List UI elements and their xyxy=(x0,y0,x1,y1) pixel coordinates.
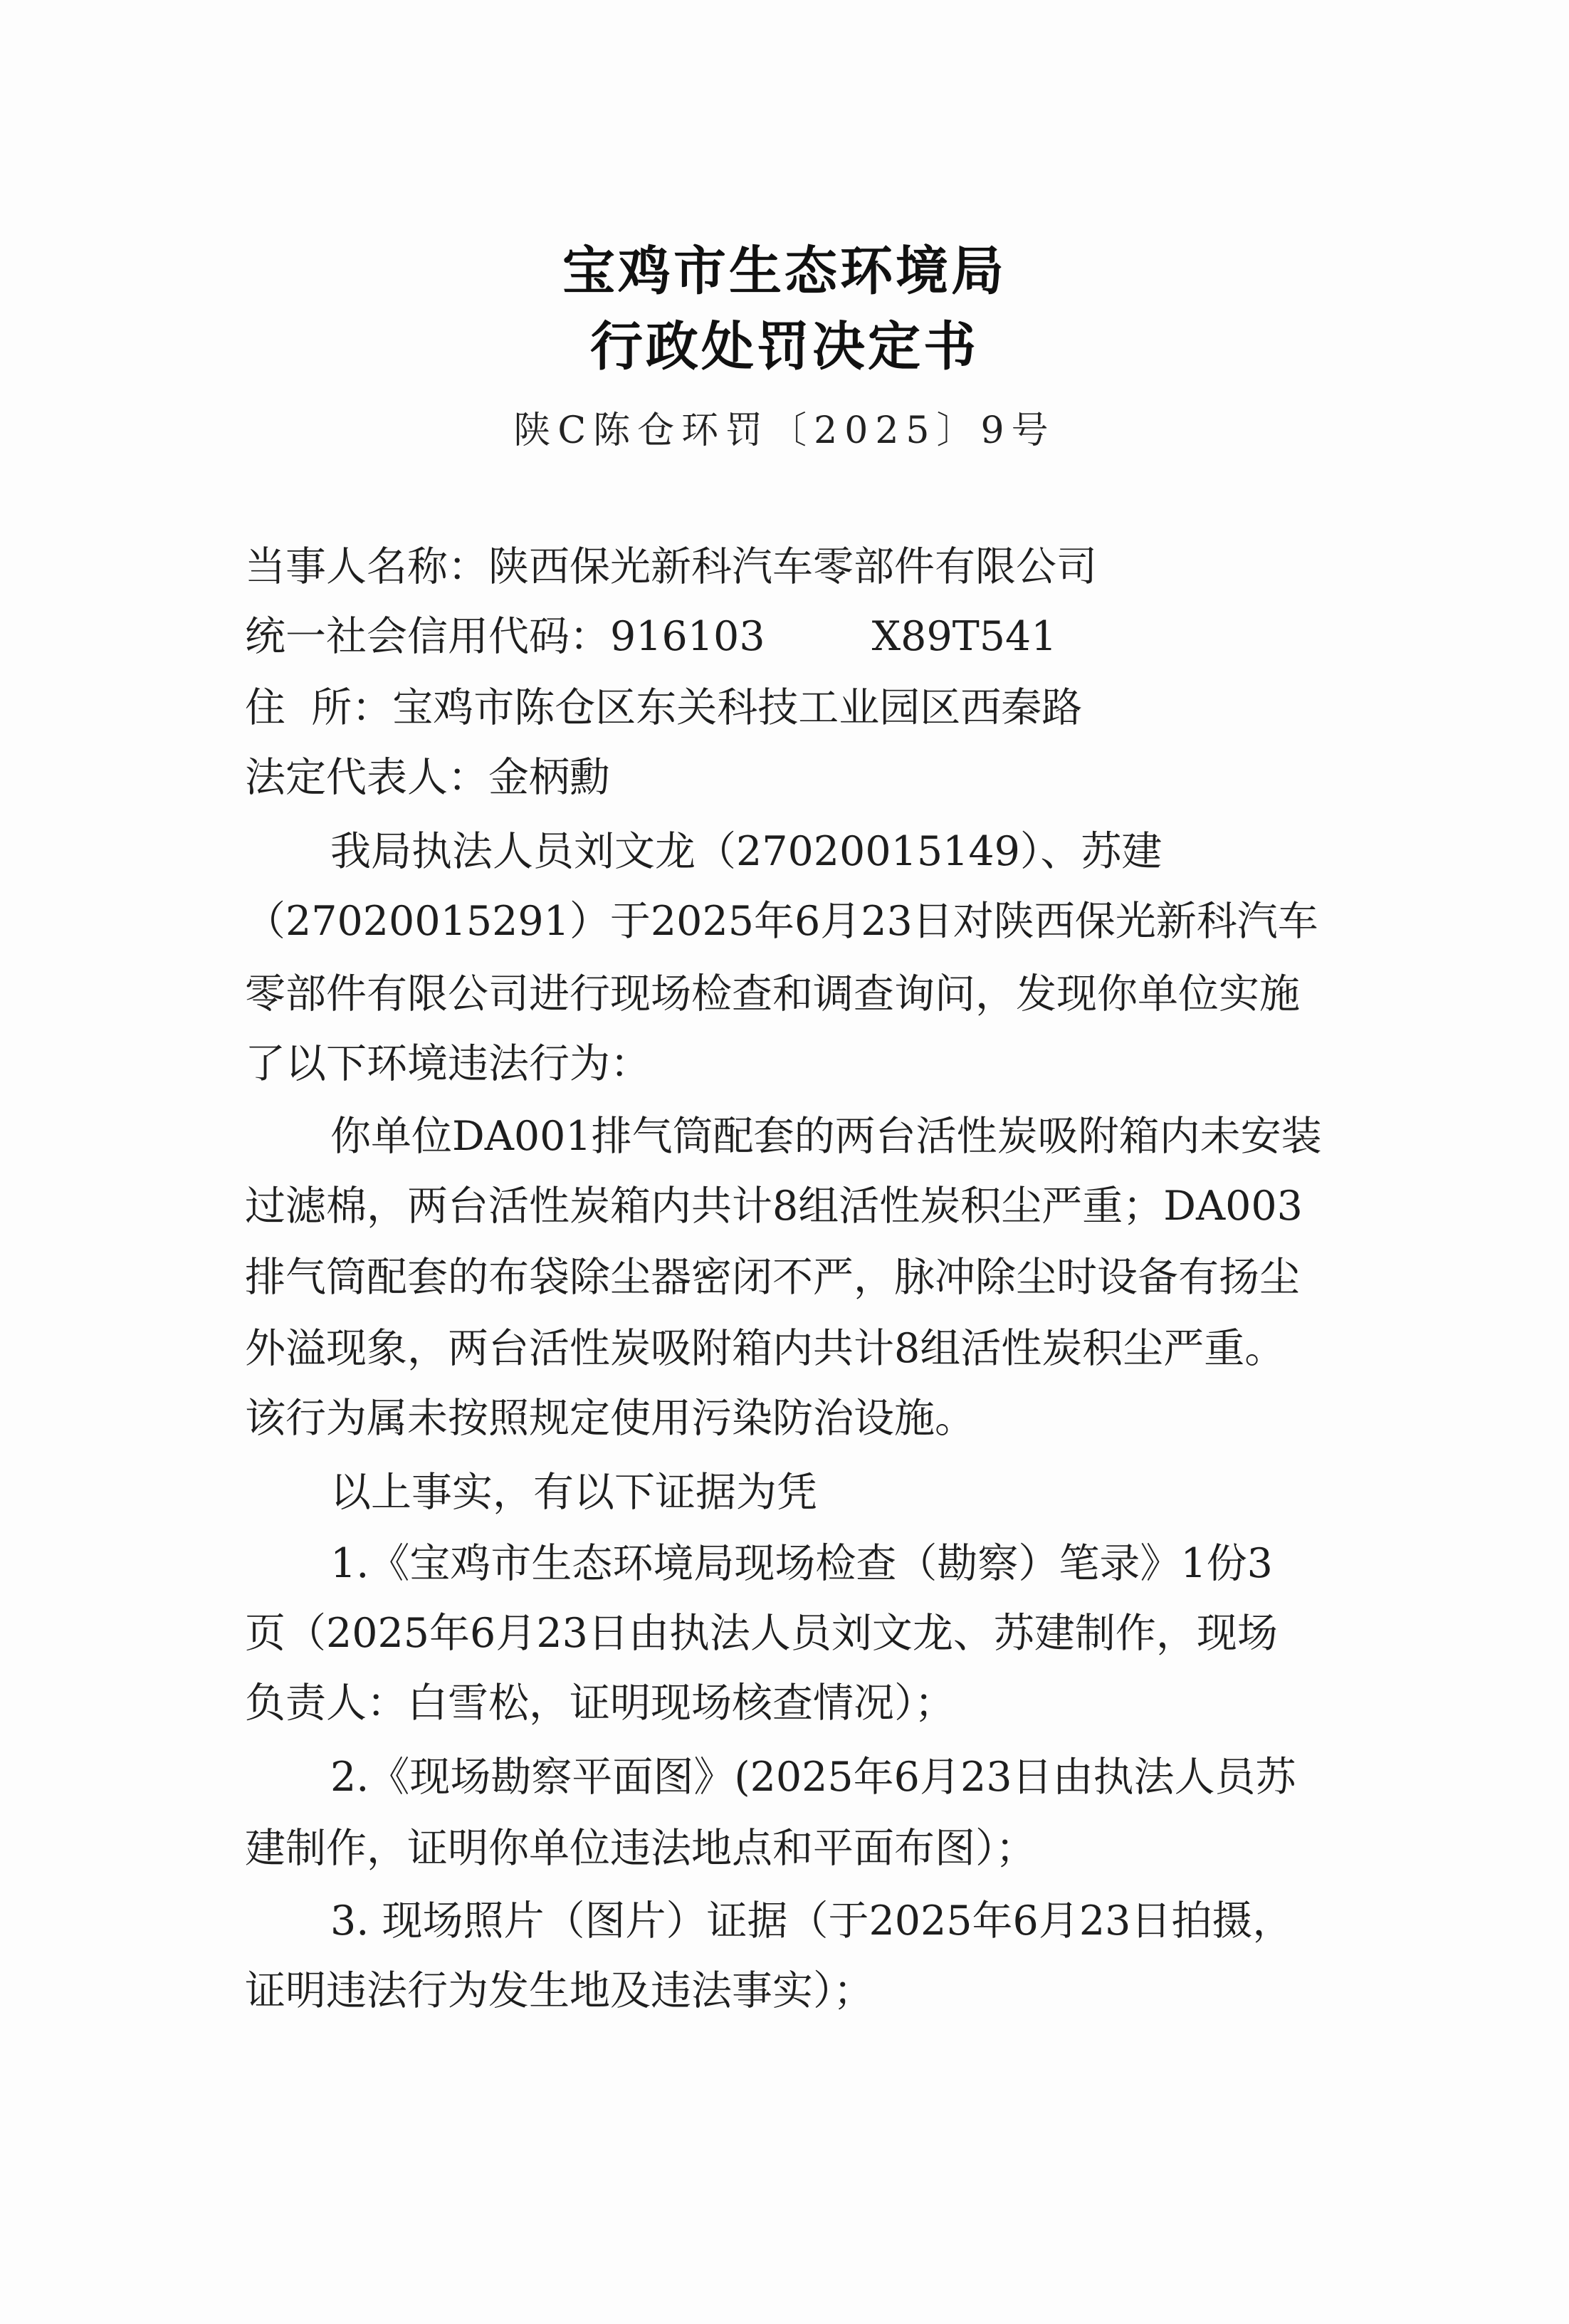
party-name: 陕西保光新科汽车零部件有限公司 xyxy=(488,543,1097,590)
address-label: 住 所： xyxy=(245,684,393,731)
credit-code-part1: 916103 xyxy=(610,613,765,660)
credit-code-label: 统一社会信用代码： xyxy=(245,613,610,660)
body-line: 你单位DA001排气筒配套的两台活性炭吸附箱内未安装 xyxy=(330,1113,1322,1160)
address-row xyxy=(245,682,1341,733)
body-line: 1.《宝鸡市生态环境局现场检查（勘察）笔录》1份3 xyxy=(330,1540,1273,1587)
agency-title: 宝鸡市生态环境局 xyxy=(562,241,1007,302)
body-line: 外溢现象，两台活性炭吸附箱内共计8组活性炭积尘严重。 xyxy=(245,1325,1286,1372)
body-line: 过滤棉，两台活性炭箱内共计8组活性炭积尘严重；DA003 xyxy=(245,1183,1303,1230)
body-line: 负责人：白雪松，证明现场核查情况）； xyxy=(245,1680,955,1727)
body-line: 2.《现场勘察平面图》(2025年6月23日由执法人员苏 xyxy=(330,1754,1296,1801)
document-number: 陕C陈仓环罚〔2025〕9号 xyxy=(513,409,1056,452)
body-line: 该行为属未按照规定使用污染防治设施。 xyxy=(245,1395,975,1442)
body-line: 排气筒配套的布袋除尘器密闭不严，脉冲除尘时设备有扬尘 xyxy=(245,1254,1300,1301)
legal-rep-row xyxy=(245,752,1341,803)
legal-rep-label: 法定代表人： xyxy=(245,754,488,801)
party-name-label: 当事人名称： xyxy=(245,543,488,590)
body-line: 建制作，证明你单位违法地点和平面布图）； xyxy=(245,1825,1037,1872)
credit-code-part2: X89T541 xyxy=(871,613,1057,660)
legal-rep: 金柄勳 xyxy=(488,754,610,801)
body-line: 以上事实，有以下证据为凭 xyxy=(330,1469,817,1516)
body-line: 零部件有限公司进行现场检查和调查询问，发现你单位实施 xyxy=(245,970,1300,1017)
body-line: 页（2025年6月23日由执法人员刘文龙、苏建制作，现场 xyxy=(245,1610,1278,1657)
body-line: 了以下环境违法行为： xyxy=(245,1040,651,1087)
party-name-row xyxy=(245,541,1341,592)
body-line: 我局执法人员刘文龙（27020015149）、苏建 xyxy=(330,828,1163,875)
body-line: 3. 现场照片（图片）证据（于2025年6月23日拍摄， xyxy=(330,1898,1293,1944)
document-type-title: 行政处罚决定书 xyxy=(590,316,979,377)
address: 宝鸡市陈仓区东关科技工业园区西秦路 xyxy=(392,684,1083,731)
credit-code-row xyxy=(245,611,1341,662)
body-line: （27020015291）于2025年6月23日对陕西保光新科汽车 xyxy=(245,898,1318,945)
body-line: 证明违法行为发生地及违法事实）； xyxy=(245,1967,874,2014)
